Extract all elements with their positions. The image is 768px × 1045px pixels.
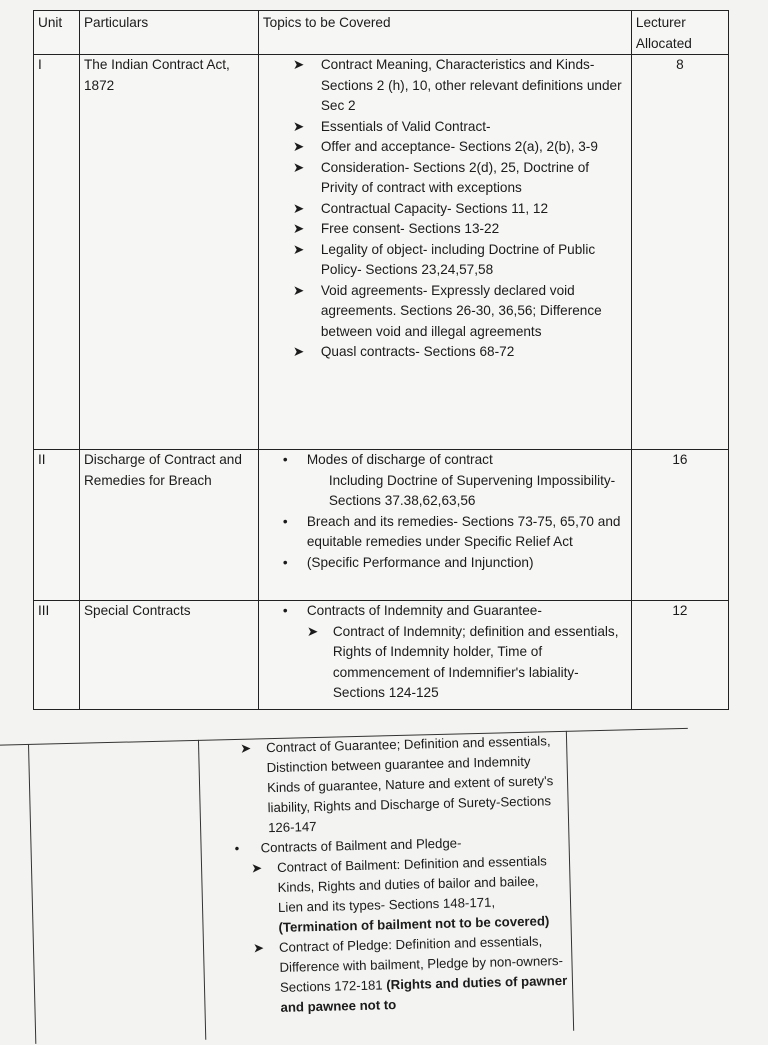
header-lecturer: Lecturer Allocated [631,11,728,55]
arrow-bullet-icon: ➤ [292,159,305,175]
continued-topics [232,731,569,1019]
table-row [34,55,729,450]
topic-item [263,553,627,574]
column-divider [198,740,206,1040]
arrow-bullet-icon: ➤ [292,282,305,298]
arrow-bullet-icon: ➤ [292,241,305,257]
topics-cell [258,55,631,450]
topic-item [232,731,564,839]
topic-list [263,450,627,573]
arrow-bullet-icon: ➤ [239,740,252,756]
header-topics: Topics to be Covered [258,11,631,55]
topic-text: Quasl contracts- Sections 68-72 [320,344,515,359]
topics-cell [258,450,631,601]
syllabus-table [33,10,729,710]
topic-bold-note: (Termination of bailment not to be covered) [278,913,550,935]
topic-text: Contract of Guarantee; Definition and essentials, Distinction between guarantee and Indemnity Kinds of guarantee, Nature and extent of surety's liability, Rights and Discharge of Surety-Sections 126-147 [265,733,554,836]
topic-text: Contract of Indemnity; definition and essentials, Rights of Indemnity holder, Time of commencement of Indemnifier's labiality- Sections 124-125 [332,623,619,700]
arrow-bullet-icon: ➤ [306,623,319,639]
topic-item [263,622,627,704]
topic-item [263,219,627,240]
continued-page [28,731,575,1044]
bullet-dot-icon: • [282,452,288,467]
topic-item [263,240,627,281]
topic-text: Free consent- Sections 13-22 [320,221,500,236]
bullet-dot-icon: • [282,513,288,529]
topic-list [232,731,569,1019]
topic-text: Void agreements- Expressly declared void agreements. Sections 26-30, 36,56; Difference between void and illegal agreements [320,282,602,339]
topic-item [263,281,627,343]
topic-item [263,199,627,220]
topic-text: Modes of discharge of contract [306,452,493,467]
topic-text: Legality of object- including Doctrine of Public Policy- Sections 23,24,57,58 [320,241,596,277]
topic-item [263,601,627,622]
header-particulars: Particulars [79,11,258,55]
arrow-bullet-icon: ➤ [292,118,305,134]
arrow-bullet-icon: ➤ [250,860,263,876]
unit-cell: I [34,55,80,450]
particulars-cell: The Indian Contract Act, 1872 [79,55,258,450]
arrow-bullet-icon: ➤ [292,344,305,359]
topic-item [263,450,627,471]
topic-item [235,851,567,939]
topic-text: Consideration- Sections 2(d), 25, Doctrine of Privity of contract with exceptions [320,159,590,195]
arrow-bullet-icon: ➤ [292,200,305,216]
topic-text: Contracts of Bailment and Pledge- [260,835,462,856]
arrow-bullet-icon: ➤ [252,940,265,956]
topic-text: Contract of Pledge: Definition and essentials, Difference with bailment, Pledge by non-owners- Sections 172-181 [278,933,564,995]
table-row [34,450,729,601]
topics-cell [258,601,631,710]
topic-text: Offer and acceptance- Sections 2(a), 2(b), 3-9 [320,139,598,154]
topic-item [263,471,627,512]
arrow-bullet-icon: ➤ [292,57,305,72]
lecturer-cell: 12 [631,601,728,710]
header-unit: Unit [34,11,80,55]
topic-text: Contracts of Indemnity and Guarantee- [306,603,542,618]
column-divider [28,744,36,1044]
arrow-bullet-icon: ➤ [292,221,305,236]
lecturer-cell: 8 [631,55,728,450]
unit-cell: II [34,450,80,601]
topic-text: Breach and its remedies- Sections 73-75, 65,70 and equitable remedies under Specific Relief Act [306,513,621,549]
lecturer-cell: 16 [631,450,728,601]
bullet-dot-icon: • [282,554,288,570]
table-row [34,601,729,710]
topic-list [263,55,627,363]
topic-text: Contract Meaning, Characteristics and Kinds- Sections 2 (h), 10, other relevant definitions under Sec 2 [320,57,622,113]
topic-item [263,512,627,553]
topic-list [263,601,627,704]
topic-text: Contractual Capacity- Sections 11, 12 [320,200,549,216]
topic-item [263,55,627,117]
topic-text: Including Doctrine of Supervening Impossibility- Sections 37.38,62,63,56 [328,472,616,508]
particulars-cell: Discharge of Contract and Remedies for Breach [79,450,258,601]
bullet-dot-icon: • [282,603,288,618]
bullet-dot-icon: • [234,840,240,856]
topic-item [263,137,627,158]
topic-text: (Specific Performance and Injunction) [306,554,534,570]
topic-item [263,342,627,363]
topic-bold-note: (Rights and duties of pawner and pawnee not to [280,972,568,1015]
topic-item [263,158,627,199]
particulars-cell: Special Contracts [79,601,258,710]
unit-cell: III [34,601,80,710]
topic-text: Contract of Bailment: Definition and essentials Kinds, Rights and duties of bailor and bailee, Lien and its types- Sections 148-171, [276,853,547,915]
topic-item [237,931,569,1019]
topic-text: Essentials of Valid Contract- [320,118,491,134]
arrow-bullet-icon: ➤ [292,139,305,154]
topic-item [263,117,627,138]
header-row [34,11,729,55]
